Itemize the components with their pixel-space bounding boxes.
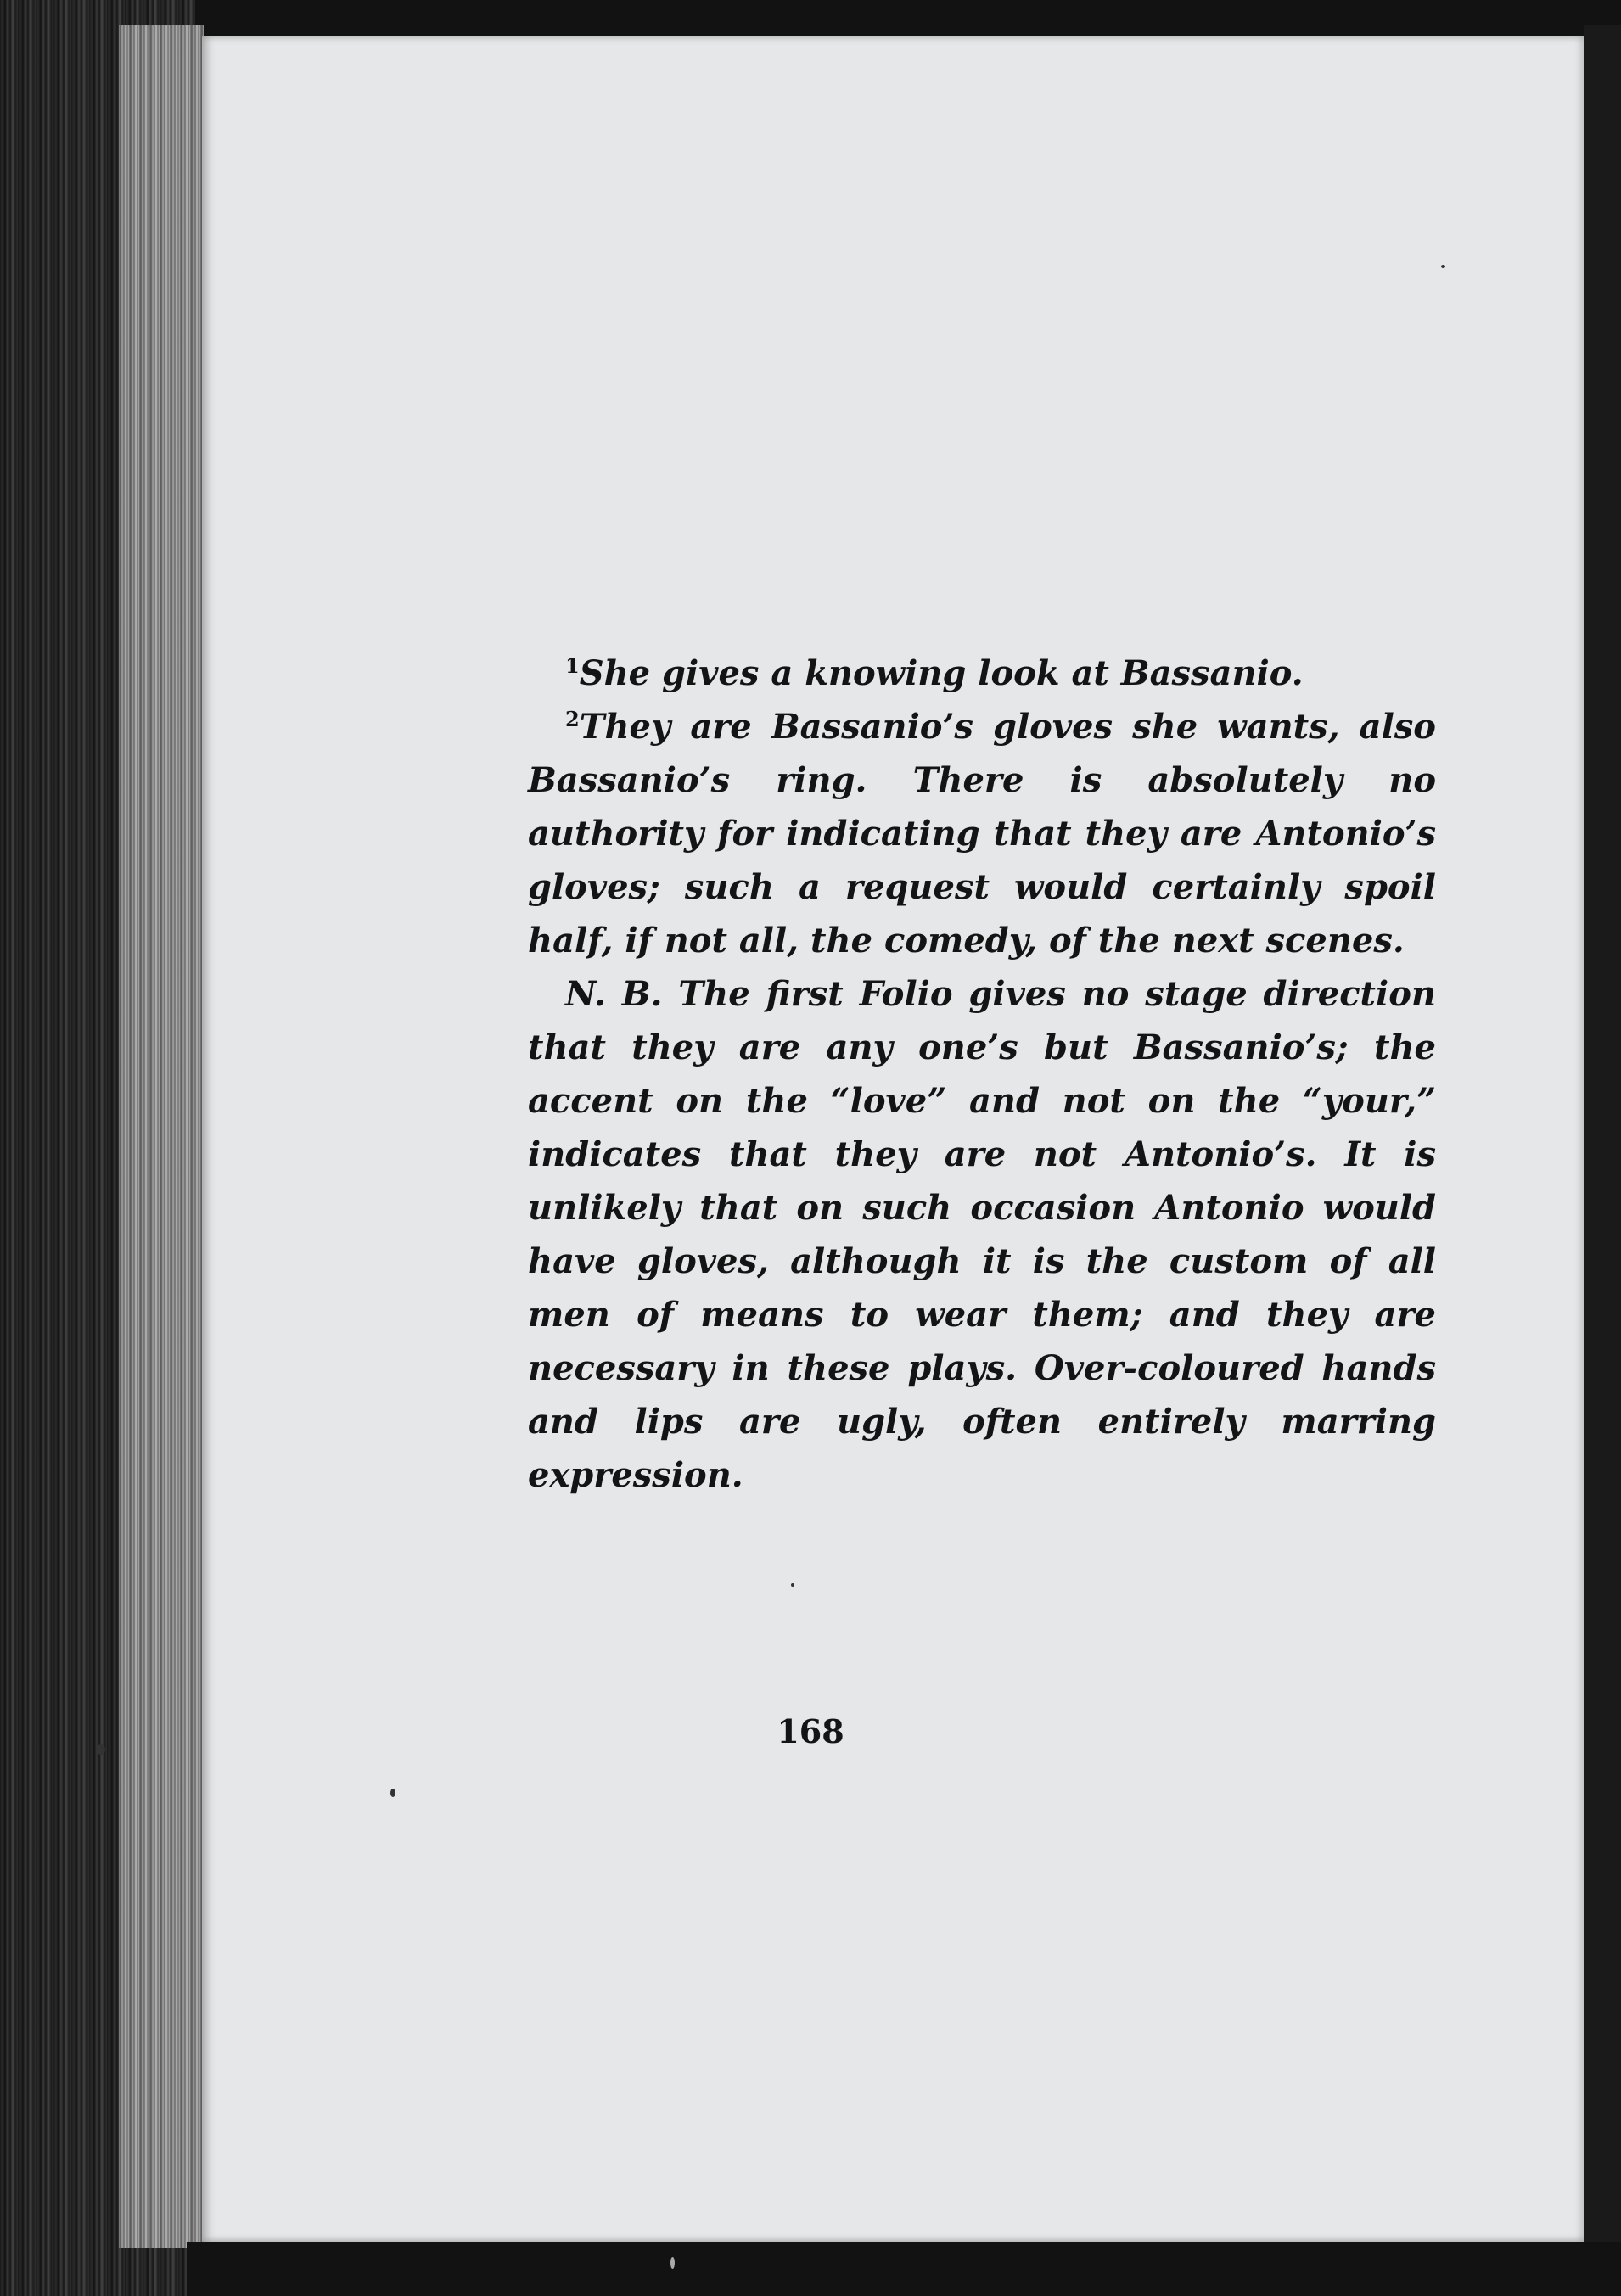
scan-speck	[1441, 265, 1445, 268]
footnote-marker: 2	[565, 707, 580, 731]
footnote-text: She gives a knowing look at Bassanio.	[579, 653, 1304, 693]
notes-text	[528, 647, 1436, 1502]
footnote-2	[528, 700, 1436, 967]
footnote-marker: 1	[565, 653, 580, 678]
book-binding	[0, 0, 195, 2296]
footnote-text: They are Bassanio’s gloves she wants, also Bassanio’s ring. There is absolutely no authority for indicating that they are Antonio’s gloves; such a request would certainly spoil half, if not all, the comedy, of the next scenes.	[528, 707, 1436, 960]
scan-speck	[670, 2257, 675, 2269]
scan-speck	[390, 1789, 395, 1797]
page-edges	[119, 25, 204, 2248]
nota-bene-paragraph: N. B. The first Folio gives no stage direction that they are any one’s but Bassanio’s; the accent on the “love” and not on the “your,” indicates that they are not Antonio’s. It is unlikely that on such occasion Antonio would have gloves, although it is the custom of all men of means to wear them; and they are necessary in these plays. Over-coloured hands and lips are ugly, often entirely marring expression.	[528, 974, 1436, 1495]
scan-bottom-border	[187, 2242, 1621, 2296]
footnote-1	[528, 647, 1436, 700]
scan-speck	[97, 1744, 105, 1755]
page-number: 168	[777, 1712, 844, 1750]
scan-top-border	[187, 0, 1621, 36]
scan-right-border	[1584, 25, 1621, 2265]
scan-speck	[791, 1583, 794, 1587]
